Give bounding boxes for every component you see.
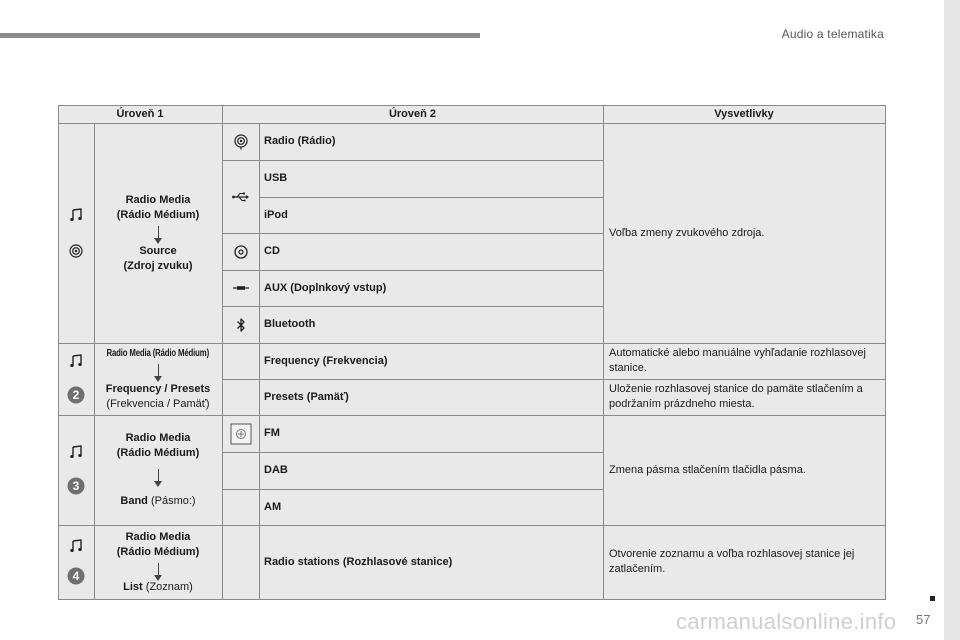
header-explanation: Vysvetlivky — [603, 105, 885, 123]
group1-description: Voľba zmeny zvukového zdroja. — [603, 123, 885, 343]
group2-row1-description: Automatické alebo manuálne vyhľadanie rozhlasovej stanice. — [603, 343, 885, 379]
group2-row1-label: Frequency (Frekvencia) — [259, 343, 603, 379]
section-title: Audio a telematika — [781, 27, 884, 41]
page-edge-strip — [944, 0, 960, 640]
group1-aux-icon-cell — [222, 270, 259, 306]
group1-row1-label: Radio (Rádio) — [259, 123, 603, 160]
group4-col2-line2: (Rádio Médium) — [116, 545, 200, 558]
group2-row2-description: Uloženie rozhlasovej stanice do pamäte stlačením a podržaním prázdneho miesta. — [603, 379, 885, 415]
header-level2: Úroveň 2 — [222, 105, 603, 123]
down-arrow-icon — [158, 364, 159, 377]
group2-col2-normal: (Frekvencia / Pamäť) — [106, 398, 210, 410]
aux-icon — [232, 284, 250, 292]
group4-col2-list — [123, 580, 193, 595]
group3-col2-line2: (Rádio Médium) — [116, 447, 200, 459]
group1-cd-icon-cell — [222, 233, 259, 270]
group1-row2-label: USB — [259, 160, 603, 197]
group2-menu-cell — [94, 343, 222, 415]
radio-source-icon — [69, 244, 83, 258]
group2-col2-bold: Frequency / Presets — [105, 383, 211, 395]
cd-icon — [234, 245, 248, 259]
group2-row1-icon-cell — [222, 343, 259, 379]
group1-usb-icon-cell — [222, 160, 259, 233]
group3-col2-normal: (Pásmo:) — [147, 495, 196, 507]
watermark: carmanualsonline.info — [676, 609, 897, 634]
group3-row1-label: FM — [259, 415, 603, 452]
music-note-icon — [70, 208, 82, 222]
number-badge-icon — [67, 386, 85, 404]
music-note-icon — [70, 539, 82, 553]
group4-menu-cell — [94, 525, 222, 599]
group1-icons-cell — [58, 123, 94, 343]
group4-description: Otvorenie zoznamu a voľba rozhlasovej stanice jej zatlačením. — [603, 525, 885, 599]
group3-menu-cell — [94, 415, 222, 525]
group3-col2-band — [120, 494, 195, 509]
group4-icon-cell — [222, 525, 259, 599]
fm-band-icon — [230, 423, 252, 445]
page-bullet — [930, 596, 935, 601]
group1-row4-label: CD — [259, 233, 603, 270]
group4-col2-normal: (Zoznam) — [142, 580, 193, 593]
bluetooth-icon — [236, 317, 246, 333]
radio-icon — [234, 134, 248, 150]
music-note-icon — [70, 354, 82, 368]
group2-col2-title: Radio Media (Rádio Médium) — [106, 348, 210, 359]
header-bar — [0, 33, 480, 38]
group3-col2-bold: Band — [120, 495, 148, 507]
group1-row6-label: Bluetooth — [259, 306, 603, 343]
group3-row2-label: DAB — [259, 452, 603, 489]
group2-row2-label: Presets (Pamäť) — [259, 379, 603, 415]
group1-row1-icon-cell — [222, 123, 259, 160]
group1-menu-cell — [94, 123, 222, 343]
group1-col2-line3: Source — [139, 244, 177, 257]
group2-icons-cell — [58, 343, 94, 415]
group4-col2-bold: List — [123, 580, 143, 593]
group2-row2-icon-cell — [222, 379, 259, 415]
music-note-icon — [70, 445, 82, 459]
group4-label: Radio stations (Rozhlasové stanice) — [259, 525, 603, 599]
page-number: 57 — [916, 612, 931, 627]
group2-badge: 2 — [72, 388, 80, 403]
group3-row3-icon-cell — [222, 489, 259, 525]
group3-fm-icon-cell — [222, 415, 259, 452]
group3-description: Zmena pásma stlačením tlačidla pásma. — [603, 415, 885, 525]
group1-bt-icon-cell — [222, 306, 259, 343]
group3-icons-cell — [58, 415, 94, 525]
header-level1: Úroveň 1 — [58, 105, 222, 123]
group3-row2-icon-cell — [222, 452, 259, 489]
number-badge-icon — [67, 567, 85, 585]
group1-row3-label: iPod — [259, 197, 603, 233]
group4-badge: 4 — [72, 569, 80, 584]
number-badge-icon — [67, 477, 85, 495]
group3-row3-label: AM — [259, 489, 603, 525]
group1-col2-line1: Radio Media — [125, 193, 191, 206]
down-arrow-icon — [158, 469, 159, 482]
group1-col2-line2: (Rádio Médium) — [116, 208, 200, 221]
down-arrow-icon — [158, 226, 159, 239]
usb-icon — [232, 192, 250, 202]
down-arrow-icon — [158, 563, 159, 576]
group4-col2-line1: Radio Media — [125, 530, 191, 543]
group1-row5-label: AUX (Doplnkový vstup) — [259, 270, 603, 306]
group3-badge: 3 — [72, 479, 80, 494]
group4-icons-cell — [58, 525, 94, 599]
group1-col2-line4: (Zdroj zvuku) — [123, 259, 193, 272]
group3-col2-line1: Radio Media — [125, 432, 191, 444]
